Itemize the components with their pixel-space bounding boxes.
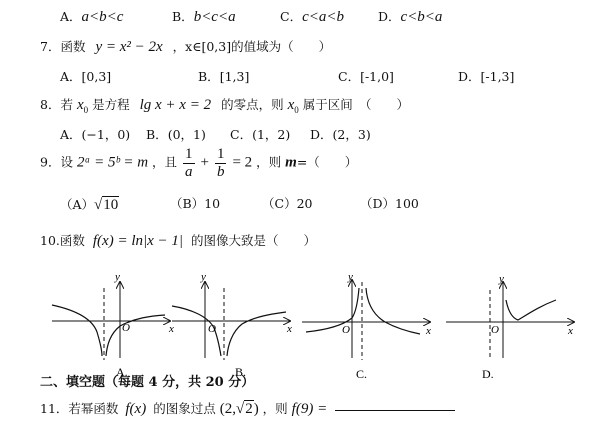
option-value: (−1，0) xyxy=(81,127,131,142)
y-label: y xyxy=(115,271,120,283)
graph-c[interactable] xyxy=(302,271,431,381)
equals-two: = 2 xyxy=(232,154,253,171)
question-number: 7．函数 xyxy=(40,39,86,54)
question-number: 8．若 xyxy=(40,97,73,112)
point-prefix: (2, xyxy=(219,401,236,417)
option-label: D. xyxy=(482,367,494,381)
option-value: [-1,3] xyxy=(480,69,515,84)
q9-text: ，则 xyxy=(256,154,282,170)
q8-text: 的零点，则 xyxy=(221,97,284,112)
option-label: B． xyxy=(198,69,220,84)
curve-right xyxy=(227,312,286,356)
option-value: (2，3) xyxy=(332,127,371,142)
question-number: 11．若幂函数 xyxy=(40,401,119,416)
option-label: D． xyxy=(310,127,333,142)
option-label: （A） xyxy=(60,197,95,212)
option-label: D． xyxy=(378,9,401,24)
q11-function: f(x) xyxy=(125,401,147,417)
option-label: C． xyxy=(280,9,303,24)
subscript: 0 xyxy=(294,105,299,115)
subscript: 0 xyxy=(83,105,89,115)
section-2-title: 二、填空题（每题 4 分，共 20 分） xyxy=(40,375,255,390)
q10-text: 的图像大致是（ ） xyxy=(191,233,317,248)
x-label: x xyxy=(568,325,573,337)
option-label: D． xyxy=(458,69,481,84)
option-label: （B） xyxy=(170,196,205,211)
option-label: A. xyxy=(116,365,128,379)
option-value: [1,3] xyxy=(219,69,250,84)
q8-text: 是方程 xyxy=(92,97,130,112)
option-label: B. xyxy=(235,365,247,379)
option-value: 20 xyxy=(296,196,313,211)
sqrt-symbol: √ xyxy=(235,401,245,417)
q11-point xyxy=(220,400,259,417)
option-expr: c<b<a xyxy=(400,9,443,25)
y-label: y xyxy=(201,271,206,283)
origin-label: O xyxy=(491,324,499,336)
x-label: x xyxy=(287,323,292,335)
x-var: x xyxy=(287,97,295,113)
answer-blank[interactable] xyxy=(335,410,455,411)
y-label: y xyxy=(348,271,353,283)
graph-b[interactable] xyxy=(172,271,292,379)
q8-equation: lg x + x = 2 xyxy=(139,97,212,113)
curve-left xyxy=(306,288,359,332)
option-value: (0，1) xyxy=(167,127,206,142)
origin-label: O xyxy=(208,323,216,335)
numerator: 1 xyxy=(185,146,193,162)
curve-right xyxy=(366,288,420,334)
q11-text: ，则 xyxy=(262,401,288,416)
option-label: C． xyxy=(230,127,253,142)
graph-d[interactable] xyxy=(446,273,574,381)
q11-function-value: f(9) = xyxy=(291,401,328,417)
option-value: [-1,0] xyxy=(360,69,394,84)
q8-text: 属于区间 （ ） xyxy=(302,97,409,112)
q10-function: f(x) = ln|x − 1| xyxy=(92,233,184,249)
origin-label: O xyxy=(342,324,350,336)
plus-sign: + xyxy=(200,154,209,171)
numerator: 1 xyxy=(216,146,225,162)
option-label: （C） xyxy=(262,196,297,211)
option-value: (1，2) xyxy=(252,127,291,142)
option-value: [0,3] xyxy=(81,69,112,84)
option-value: 10 xyxy=(103,197,119,213)
question-number: 10.函数 xyxy=(40,233,85,248)
sqrt-symbol: √ xyxy=(94,197,103,213)
option-label: （D） xyxy=(360,196,396,211)
curve xyxy=(506,300,556,320)
option-label: A． xyxy=(60,69,82,84)
q7-function: y = x² − 2x xyxy=(95,39,163,55)
option-value: 100 xyxy=(395,196,419,211)
graph-a[interactable] xyxy=(52,271,174,379)
x-label: x xyxy=(169,323,174,335)
curve-left xyxy=(52,305,102,356)
option-expr: c<a<b xyxy=(302,9,344,25)
y-label: y xyxy=(499,273,504,285)
q9-expression: 2ᵃ = 5ᵇ = m xyxy=(76,154,149,171)
option-label: A． xyxy=(60,9,82,24)
origin-label: O xyxy=(122,322,130,334)
denominator: a xyxy=(185,163,193,180)
q11-text: 的图象过点 xyxy=(153,401,216,416)
point-root: 2 xyxy=(245,401,253,417)
option-expr: a<b<c xyxy=(81,9,124,25)
option-label: B． xyxy=(146,127,168,142)
denominator: b xyxy=(216,163,225,180)
q11-stem xyxy=(40,402,455,417)
option-expr: b<c<a xyxy=(193,9,236,25)
point-suffix: ) xyxy=(253,401,259,417)
option-value: 10 xyxy=(204,196,221,211)
q9-m: m xyxy=(285,154,297,171)
q9-text: ，且 xyxy=(152,154,178,170)
question-number: 9．设 xyxy=(40,154,73,170)
q7-domain-text: ，x∈[0,3]的值域为（ ） xyxy=(172,39,332,54)
x-label: x xyxy=(426,325,431,337)
option-label: A． xyxy=(60,127,82,142)
option-label: B． xyxy=(172,9,194,24)
option-label: C． xyxy=(338,69,361,84)
x-var: x xyxy=(76,97,84,113)
option-label: C. xyxy=(356,367,368,381)
q9-text: =（ ） xyxy=(296,154,358,170)
